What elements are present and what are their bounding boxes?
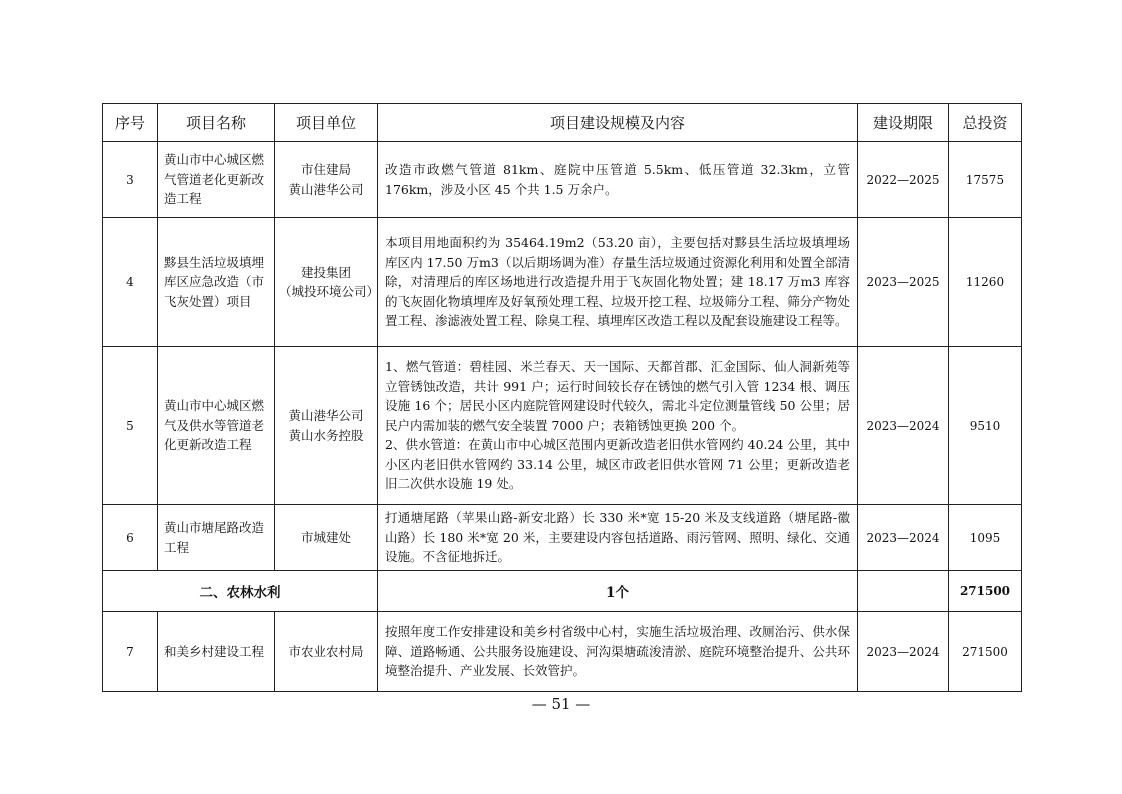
table-row (103, 505, 1022, 571)
project-unit: 市住建局 黄山港华公司 (275, 142, 378, 218)
project-content: 打通塘尾路（苹果山路-新安北路）长 330 米*宽 15-20 米及支线道路（塘尾路-徽山路）长 180 米*宽 20 米，主要建设内容包括道路、雨污管网、照明、绿化、交通设施。不含征地拆迁。 (378, 505, 858, 571)
project-period: 2022—2025 (858, 142, 949, 218)
project-unit: 市农业农村局 (275, 612, 378, 692)
section-row (103, 571, 1022, 612)
project-name: 黄山市塘尾路改造工程 (158, 505, 275, 571)
project-period: 2023—2024 (858, 347, 949, 505)
section-label: 二、农林水利 (103, 571, 378, 612)
project-period: 2023—2024 (858, 505, 949, 571)
row-number: 4 (103, 218, 158, 347)
project-content: 按照年度工作安排建设和美乡村省级中心村，实施生活垃圾治理、改厕治污、供水保障、道路畅通、公共服务设施建设、河沟渠塘疏浚清淤、庭院环境整治提升、公共环境整治提升、产业发展、长效管护。 (378, 612, 858, 692)
row-number: 7 (103, 612, 158, 692)
section-count: 1个 (378, 571, 858, 612)
project-unit: 市城建处 (275, 505, 378, 571)
row-number: 3 (103, 142, 158, 218)
header-project-name: 项目名称 (158, 104, 275, 142)
row-number: 6 (103, 505, 158, 571)
project-period: 2023—2025 (858, 218, 949, 347)
table-row (103, 142, 1022, 218)
project-content: 1、燃气管道：碧桂园、米兰春天、天一国际、天都首郡、汇金国际、仙人洞新苑等立管锈蚀改造，共计 991 户；运行时间较长存在锈蚀的燃气引入管 1234 根、调压设施 16 个；居民小区内庭院管网建设时代较久，需北斗定位测量管线 50 公里；居民户内需加装的燃气安全装置 7000 户；表箱锈蚀更换 200 个。 2、供水管道：在黄山市中心城区范围内更新改造老旧供水管网约 40.24 公里，其中小区内老旧供水管网约 33.14 公里，城区市政老旧供水管网 71 公里；更新改造老旧二次供水设施 19 处。 (378, 347, 858, 505)
project-unit: 黄山港华公司 黄山水务控股 (275, 347, 378, 505)
project-investment: 271500 (949, 612, 1022, 692)
project-name: 黄山市中心城区燃气及供水等管道老化更新改造工程 (158, 347, 275, 505)
section-empty-cell (858, 571, 949, 612)
project-name: 和美乡村建设工程 (158, 612, 275, 692)
table-row (103, 218, 1022, 347)
project-table (102, 103, 1022, 692)
project-name: 黄山市中心城区燃气管道老化更新改造工程 (158, 142, 275, 218)
table-row (103, 347, 1022, 505)
project-investment: 17575 (949, 142, 1022, 218)
header-period: 建设期限 (858, 104, 949, 142)
table-header-row (103, 104, 1022, 142)
header-scale-content: 项目建设规模及内容 (378, 104, 858, 142)
project-investment: 9510 (949, 347, 1022, 505)
table-row (103, 612, 1022, 692)
header-project-unit: 项目单位 (275, 104, 378, 142)
header-seq: 序号 (103, 104, 158, 142)
project-unit: 建投集团 （城投环境公司） (275, 218, 378, 347)
project-investment: 11260 (949, 218, 1022, 347)
project-name: 黟县生活垃圾填埋库区应急改造（市飞灰处置）项目 (158, 218, 275, 347)
project-investment: 1095 (949, 505, 1022, 571)
row-number: 5 (103, 347, 158, 505)
header-investment: 总投资 (949, 104, 1022, 142)
project-content: 改造市政燃气管道 81km、庭院中压管道 5.5km、低压管道 32.3km，立管 176km，涉及小区 45 个共 1.5 万余户。 (378, 142, 858, 218)
project-content: 本项目用地面积约为 35464.19m2（53.20 亩），主要包括对黟县生活垃圾填埋场库区内 17.50 万m3（以后期场调为准）存量生活垃圾通过资源化利用和处置全部清除，对清理后的库区场地进行改造提升用于飞灰固化物处置；建 18.17 万m3 库容的飞灰固化物填埋库及好氧预处理工程、垃圾开挖工程、垃圾筛分工程、筛分产物处置工程、渗滤液处置工程、除臭工程、填埋库区改造工程以及配套设施建设工程等。 (378, 218, 858, 347)
project-period: 2023—2024 (858, 612, 949, 692)
section-total: 271500 (949, 571, 1022, 612)
page-number: — 51 — (531, 695, 591, 713)
